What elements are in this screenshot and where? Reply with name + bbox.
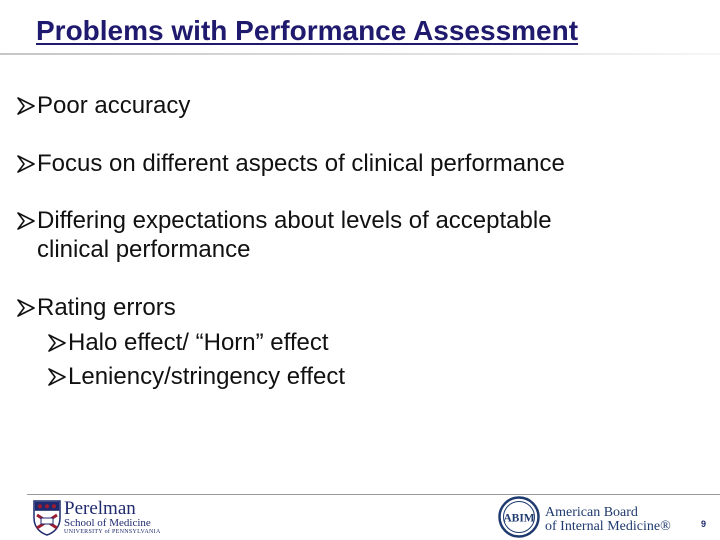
sub-bullet-text: Leniency/stringency effect	[68, 363, 346, 390]
sub-bullet-item	[48, 362, 345, 391]
bullet-item	[17, 206, 552, 264]
penn-logo-line2: School of Medicine	[64, 517, 151, 529]
penn-logo-line3: UNIVERSITY of PENNSYLVANIA	[64, 529, 161, 535]
sub-bullet-item	[48, 328, 329, 357]
arrow-bullet-icon	[48, 328, 68, 357]
slide-title: Problems with Performance Assessment	[36, 15, 579, 46]
abim-logo	[498, 496, 678, 540]
abim-seal-icon	[498, 496, 540, 538]
page-number: 9	[701, 519, 707, 529]
arrow-bullet-icon	[17, 149, 37, 178]
abim-logo-text	[545, 506, 671, 534]
bullet-text: Poor accuracy	[37, 92, 191, 119]
abim-seal-text: ABIM	[503, 512, 535, 525]
arrow-bullet-icon	[48, 362, 68, 391]
penn-shield-icon	[33, 500, 61, 536]
penn-medicine-logo	[33, 498, 161, 538]
footer-divider	[27, 494, 720, 495]
sub-bullet-text: Halo effect/ “Horn” effect	[68, 329, 329, 356]
abim-logo-line2: of Internal Medicine®	[545, 519, 671, 534]
bullet-item	[17, 293, 176, 322]
bullet-text: Rating errors	[37, 294, 176, 321]
bullet-text: Focus on different aspects of clinical performance	[37, 150, 565, 177]
penn-logo-line1: Perelman	[64, 498, 136, 519]
bullet-item	[17, 91, 190, 120]
bullet-text	[37, 206, 552, 264]
title-divider	[0, 53, 720, 55]
abim-logo-line1: American Board	[545, 505, 638, 520]
arrow-bullet-icon	[17, 293, 37, 322]
bullet-text-line: Differing expectations about levels of acceptable	[37, 207, 552, 234]
bullet-text-line: clinical performance	[37, 236, 251, 263]
arrow-bullet-icon	[17, 91, 37, 120]
bullet-item	[17, 149, 565, 178]
arrow-bullet-icon	[17, 206, 37, 235]
